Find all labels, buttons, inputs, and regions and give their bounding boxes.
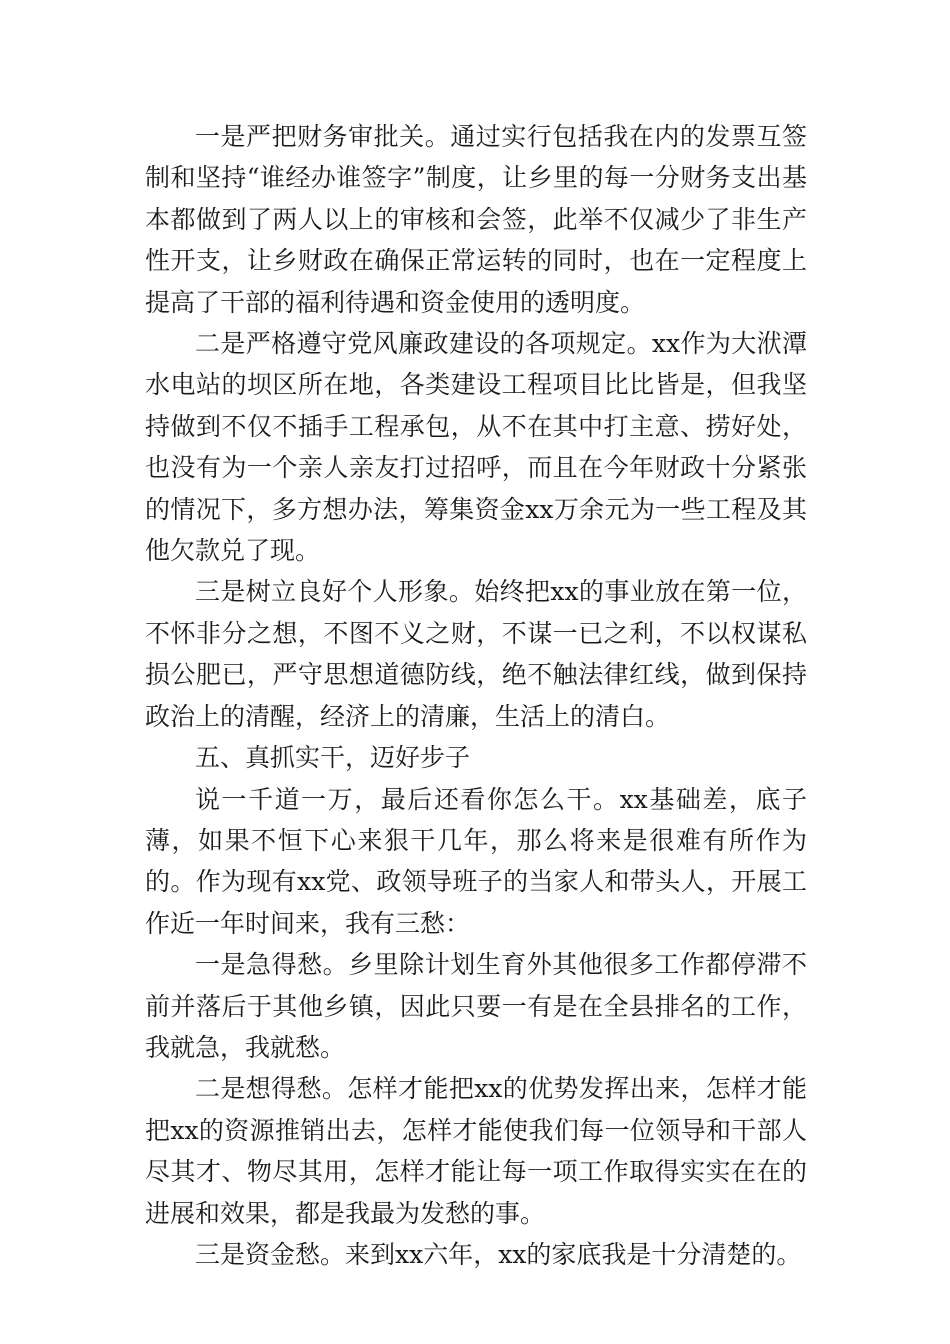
section-heading-five: 五、真抓实干，迈好步子 [195,743,471,773]
paragraph-three-worries-intro: 说一千道一万，最后还看你怎么干。xx基础差，底子薄，如果不恒下心来狠干几年，那么将来是很难有所作为的。作为现有xx党、政领导班子的当家人和带头人，开展工作近一年时间来，我有三愁： [145,784,807,938]
paragraph-integrity-rules: 二是严格遵守党风廉政建设的各项规定。xx作为大洑潭水电站的坝区所在地，各类建设工程项目比比皆是，但我坚持做到不仅不插手工程承包，从不在其中打主意、捞好处，也没有为一个亲人亲友打过招呼，而且在今年财政十分紧张的情况下，多方想办法，筹集资金xx万余元为一些工程及其他欠款兑了现。 [145,329,807,566]
paragraph-financial-approval: 一是严把财务审批关。通过实行包括我在内的发票互签制和坚持“谁经办谁签字”制度，让乡里的每一分财务支出基本都做到了两人以上的审核和会签，此举不仅减少了非生产性开支，让乡财政在确保正常运转的同时，也在一定程度上提高了干部的福利待遇和资金使用的透明度。 [145,122,807,317]
paragraph-personal-image: 三是树立良好个人形象。始终把xx的事业放在第一位，不怀非分之想，不图不义之财，不谋一已之利，不以权谋私损公肥已，严守思想道德防线，绝不触法律红线，做到保持政治上的清醒，经济上的清廉，生活上的清白。 [145,577,807,731]
paragraph-worry-urgency: 一是急得愁。乡里除计划生育外其他很多工作都停滞不前并落后于其他乡镇，因此只要一有是在全县排名的工作，我就急，我就愁。 [145,950,807,1062]
document-body [145,116,807,1275]
paragraph-worry-thinking: 二是想得愁。怎样才能把xx的优势发挥出来，怎样才能把xx的资源推销出去，怎样才能使我们每一位领导和干部人尽其才、物尽其用，怎样才能让每一项工作取得实实在在的进展和效果，都是我最为发愁的事。 [145,1074,807,1228]
paragraph-worry-funding: 三是资金愁。来到xx六年，xx的家底我是十分清楚的。 [195,1239,802,1269]
